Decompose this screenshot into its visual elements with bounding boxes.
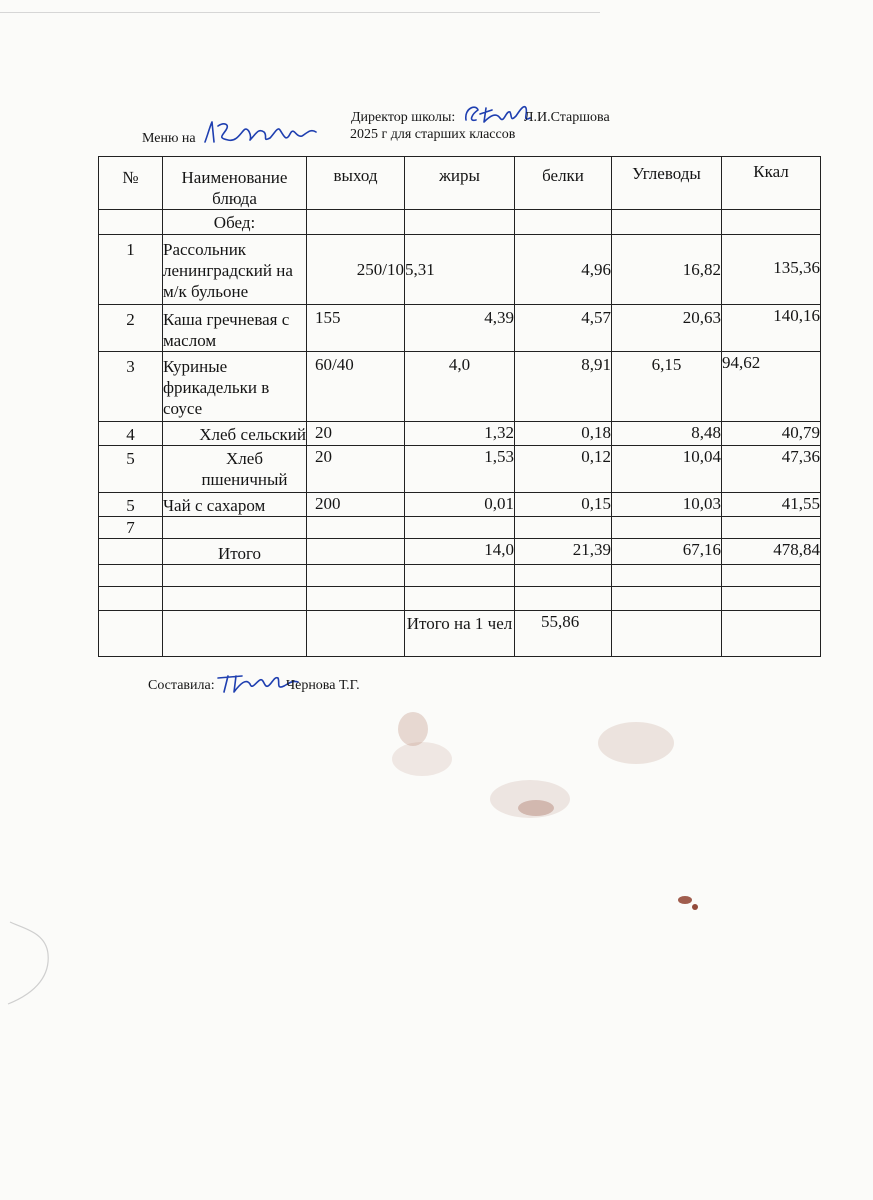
row-protein: 0,15 (515, 493, 612, 517)
row-carbs: 6,15 (612, 352, 722, 422)
col-header-out: выход (307, 157, 405, 210)
total-kcal: 478,84 (722, 539, 821, 565)
row-fat: 4,39 (405, 305, 515, 352)
total-fat: 14,0 (405, 539, 515, 565)
row-dish-name: Чай с сахаром (163, 493, 307, 517)
table-row (99, 493, 821, 517)
per-person-value: 55,86 (515, 611, 612, 657)
director-label: Директор школы: (351, 110, 456, 125)
total-label: Итого (163, 539, 307, 565)
row-fat: 4,0 (405, 352, 515, 422)
row-dish-name: Куриные фрикадельки в соусе (163, 352, 307, 422)
row-num: 2 (99, 305, 163, 352)
row-kcal: 47,36 (722, 446, 821, 493)
row-fat: 0,01 (405, 493, 515, 517)
menu-date-handwritten (200, 116, 325, 148)
total-carbs: 67,16 (612, 539, 722, 565)
table-row (99, 352, 821, 422)
per-person-row (99, 611, 821, 657)
menu-date-prefix: Меню на (142, 131, 196, 146)
row-protein: 4,57 (515, 305, 612, 352)
table-row (99, 235, 821, 305)
col-header-num: № (99, 157, 163, 210)
total-row (99, 539, 821, 565)
row-kcal: 140,16 (722, 305, 821, 352)
stain-spot (692, 904, 698, 910)
row-kcal: 135,36 (722, 235, 821, 305)
year-line: 2025 г для старших классов (350, 127, 516, 142)
row-dish-name: Рассольник ленинградский на м/к бульоне (163, 235, 307, 305)
stain-spot (518, 800, 554, 816)
row-dish-name: Каша гречневая с маслом (163, 305, 307, 352)
scan-top-line (0, 12, 600, 13)
row-out: 250/10 (307, 235, 405, 305)
paper-edge-mark (0, 920, 60, 1010)
row-fat: 1,32 (405, 422, 515, 446)
menu-table (98, 156, 821, 657)
table-row (99, 305, 821, 352)
section-row (99, 210, 821, 235)
empty-row (99, 565, 821, 587)
table-row (99, 422, 821, 446)
row-carbs: 8,48 (612, 422, 722, 446)
row-dish-name: Хлеб сельский (163, 422, 307, 446)
section-label: Обед: (163, 210, 307, 235)
row-num: 5 (99, 446, 163, 493)
row-kcal: 41,55 (722, 493, 821, 517)
row-out: 200 (307, 493, 405, 517)
table-row (99, 517, 821, 539)
col-header-fat: жиры (405, 157, 515, 210)
compiled-label: Составила: (148, 678, 215, 693)
row-out: 20 (307, 446, 405, 493)
row-out: 60/40 (307, 352, 405, 422)
table-row (99, 446, 821, 493)
row-protein: 0,18 (515, 422, 612, 446)
row-carbs: 10,03 (612, 493, 722, 517)
row-num: 3 (99, 352, 163, 422)
compiled-name: Чернова Т.Г. (286, 678, 360, 693)
row-carbs: 10,04 (612, 446, 722, 493)
row-carbs: 16,82 (612, 235, 722, 305)
stain-spot (598, 722, 674, 764)
row-carbs: 20,63 (612, 305, 722, 352)
row-protein: 8,91 (515, 352, 612, 422)
stain-spot (392, 742, 452, 776)
row-out: 155 (307, 305, 405, 352)
stain-spot (398, 712, 428, 746)
row-num: 7 (99, 517, 163, 539)
director-name: Л.И.Старшова (524, 110, 610, 125)
per-person-label: Итого на 1 чел (405, 611, 515, 657)
row-fat: 1,53 (405, 446, 515, 493)
row-num: 1 (99, 235, 163, 305)
row-dish-name: Хлеб пшеничный (163, 446, 307, 493)
col-header-protein: белки (515, 157, 612, 210)
row-out: 20 (307, 422, 405, 446)
row-num: 5 (99, 493, 163, 517)
row-kcal: 94,62 (722, 352, 821, 422)
row-protein: 0,12 (515, 446, 612, 493)
row-num: 4 (99, 422, 163, 446)
col-header-kcal: Ккал (722, 157, 821, 210)
row-kcal: 40,79 (722, 422, 821, 446)
row-fat: 5,31 (405, 235, 515, 305)
row-protein: 4,96 (515, 235, 612, 305)
empty-row (99, 587, 821, 611)
total-protein: 21,39 (515, 539, 612, 565)
stain-spot (678, 896, 692, 904)
col-header-name: Наименование блюда (163, 157, 307, 210)
table-header-row (99, 157, 821, 210)
col-header-carbs: Углеводы (612, 157, 722, 210)
